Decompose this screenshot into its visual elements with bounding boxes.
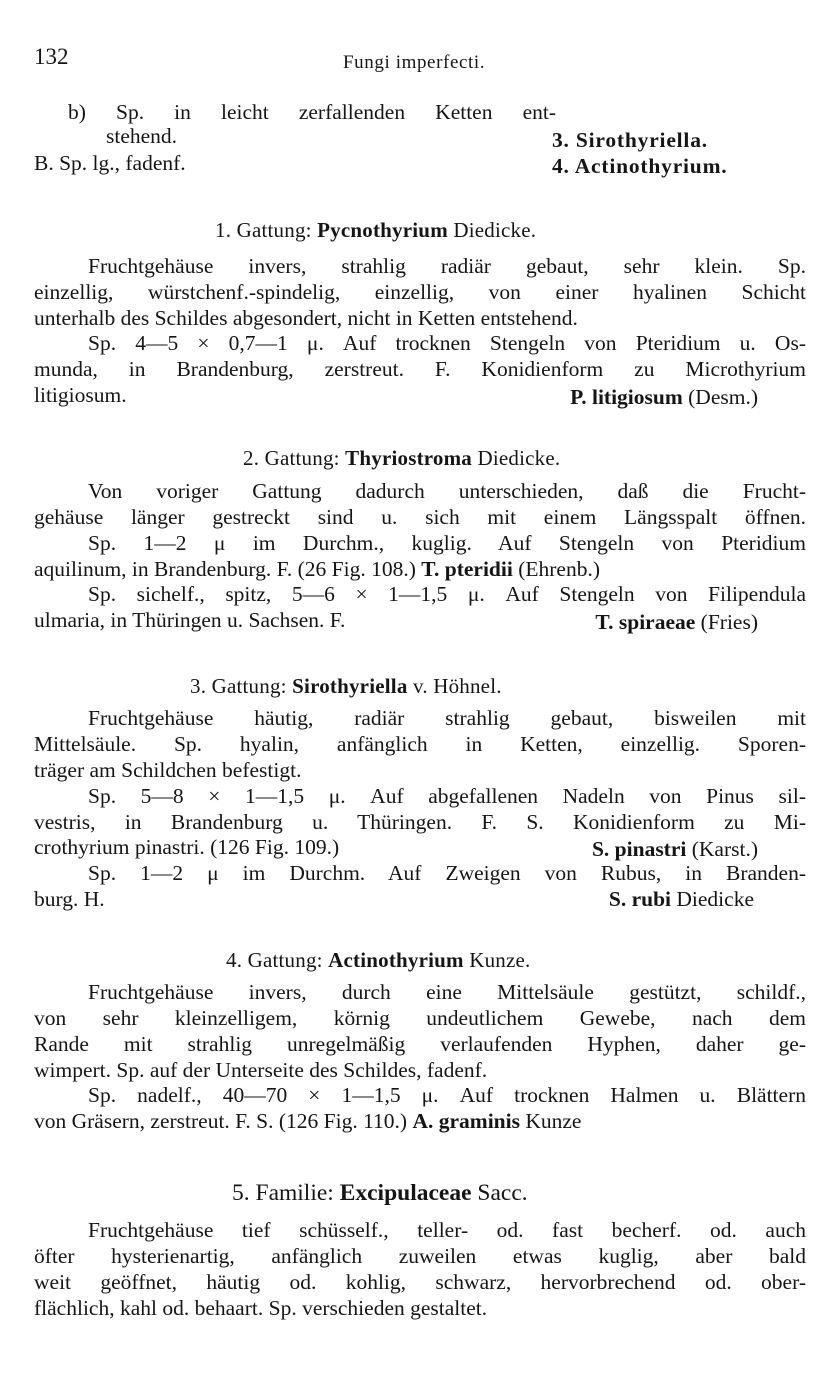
genus-3-prefix: 3. Gattung: bbox=[190, 674, 287, 698]
key-B-line: B. Sp. lg., fadenf. bbox=[34, 151, 186, 175]
genus-3-line-6: crothyrium pinastri. (126 Fig. 109.) bbox=[34, 835, 340, 859]
genus-3-author: v. Höhnel. bbox=[412, 674, 502, 698]
genus-1-prefix: 1. Gattung: bbox=[215, 218, 312, 242]
genus-3-line-8: burg. H. bbox=[34, 887, 105, 911]
genus-2-heading bbox=[243, 445, 560, 471]
genus-4-line-4: wimpert. Sp. auf der Unterseite des Schildes, fadenf. bbox=[34, 1058, 488, 1082]
family-5-line-4: flächlich, kahl od. behaart. Sp. verschieden gestaltet. bbox=[34, 1296, 488, 1320]
genus-2-line-1: Von voriger Gattung dadurch unterschieden, daß die Frucht- bbox=[88, 479, 806, 503]
family-5-prefix: 5. Familie: bbox=[232, 1180, 334, 1206]
genus-4-line-1: Fruchtgehäuse invers, durch eine Mittelsäule gestützt, schildf., bbox=[88, 980, 806, 1004]
page-number: 132 bbox=[34, 44, 69, 69]
genus-1-species: P. litigiosum (Desm.) bbox=[570, 385, 758, 409]
genus-1-line-5: munda, in Brandenburg, zerstreut. F. Konidienform zu Microthyrium bbox=[34, 357, 806, 381]
genus-1-heading bbox=[215, 217, 536, 243]
genus-2-line-5: Sp. sichelf., spitz, 5—6 × 1—1,5 μ. Auf Stengeln von Filipendula bbox=[88, 582, 806, 606]
genus-3-line-1: Fruchtgehäuse häutig, radiär strahlig gebaut, bisweilen mit bbox=[88, 706, 806, 730]
key-B-result: 4. Actinothyrium. bbox=[552, 154, 728, 178]
genus-3-line-5: vestris, in Brandenburg u. Thüringen. F. S. Konidienform zu Mi- bbox=[34, 810, 806, 834]
genus-2-author: Diedicke. bbox=[477, 446, 561, 470]
genus-4-species: A. graminis bbox=[412, 1109, 520, 1133]
genus-4-line-5: Sp. nadelf., 40—70 × 1—1,5 μ. Auf trocknen Halmen u. Blättern bbox=[88, 1083, 806, 1107]
genus-2-species-2: T. spiraeae (Fries) bbox=[595, 610, 758, 634]
key-b-line1: b) Sp. in leicht zerfallenden Ketten ent- bbox=[68, 100, 556, 124]
running-title: Fungi imperfecti. bbox=[343, 52, 486, 73]
key-b-line2: stehend. bbox=[106, 124, 178, 148]
genus-4-author: Kunze. bbox=[469, 948, 531, 972]
genus-4-name: Actinothyrium bbox=[328, 948, 464, 972]
key-b-result: 3. Sirothyriella. bbox=[552, 128, 708, 152]
genus-4-line-2: von sehr kleinzelligem, körnig undeutlichem Gewebe, nach dem bbox=[34, 1006, 806, 1030]
genus-2-prefix: 2. Gattung: bbox=[243, 446, 340, 470]
genus-2-line-6: ulmaria, in Thüringen u. Sachsen. F. bbox=[34, 608, 346, 632]
genus-3-name: Sirothyriella bbox=[292, 674, 408, 698]
genus-2-line-3: Sp. 1—2 μ im Durchm., kuglig. Auf Stengeln von Pteridium bbox=[88, 531, 806, 555]
genus-4-heading bbox=[226, 947, 530, 973]
genus-3-line-2: Mittelsäule. Sp. hyalin, anfänglich in Ketten, einzellig. Sporen- bbox=[34, 732, 806, 756]
family-5-heading bbox=[232, 1180, 528, 1206]
genus-1-line-3: unterhalb des Schildes abgesondert, nicht in Ketten entstehend. bbox=[34, 306, 578, 330]
genus-1-author: Diedicke. bbox=[453, 218, 537, 242]
family-5-line-1: Fruchtgehäuse tief schüsself., teller- od. fast becherf. od. auch bbox=[88, 1218, 806, 1242]
genus-1-line-4: Sp. 4—5 × 0,7—1 μ. Auf trocknen Stengeln von Pteridium u. Os- bbox=[88, 331, 806, 355]
genus-1-line-6: litigiosum. bbox=[34, 383, 127, 407]
genus-4-prefix: 4. Gattung: bbox=[226, 948, 323, 972]
genus-1-line-1: Fruchtgehäuse invers, strahlig radiär gebaut, sehr klein. Sp. bbox=[88, 254, 806, 278]
genus-2-species-1: T. pteridii bbox=[421, 557, 513, 581]
genus-3-line-3: träger am Schildchen befestigt. bbox=[34, 758, 302, 782]
genus-2-name: Thyriostroma bbox=[345, 446, 472, 470]
genus-3-species-2: S. rubi Diedicke bbox=[608, 887, 754, 911]
genus-3-line-7: Sp. 1—2 μ im Durchm. Auf Zweigen von Rubus, in Branden- bbox=[88, 861, 806, 885]
genus-1-line-2: einzellig, würstchenf.-spindelig, einzellig, von einer hyalinen Schicht bbox=[34, 280, 806, 304]
family-5-author: Sacc. bbox=[477, 1180, 528, 1206]
genus-4-line-3: Rande mit strahlig unregelmäßig verlaufenden Hyphen, daher ge- bbox=[34, 1032, 806, 1056]
family-5-line-3: weit geöffnet, häutig od. kohlig, schwarz, hervorbrechend od. ober- bbox=[34, 1270, 806, 1294]
genus-4-line-6: von Gräsern, zerstreut. F. S. (126 Fig. 110.) A. graminis Kunze bbox=[34, 1109, 582, 1133]
genus-2-line-4: aquilinum, in Brandenburg. F. (26 Fig. 108.) T. pteridii (Ehrenb.) bbox=[34, 557, 600, 581]
genus-3-line-4: Sp. 5—8 × 1—1,5 μ. Auf abgefallenen Nadeln von Pinus sil- bbox=[88, 784, 806, 808]
genus-1-name: Pycnothyrium bbox=[317, 218, 448, 242]
family-5-name: Excipulaceae bbox=[339, 1180, 472, 1206]
family-5-line-2: öfter hysterienartig, anfänglich zuweilen etwas kuglig, aber bald bbox=[34, 1244, 806, 1268]
genus-2-line-2: gehäuse länger gestreckt sind u. sich mit einem Längsspalt öffnen. bbox=[34, 505, 806, 529]
genus-3-heading bbox=[190, 673, 502, 699]
genus-3-species-1: S. pinastri (Karst.) bbox=[591, 837, 758, 861]
